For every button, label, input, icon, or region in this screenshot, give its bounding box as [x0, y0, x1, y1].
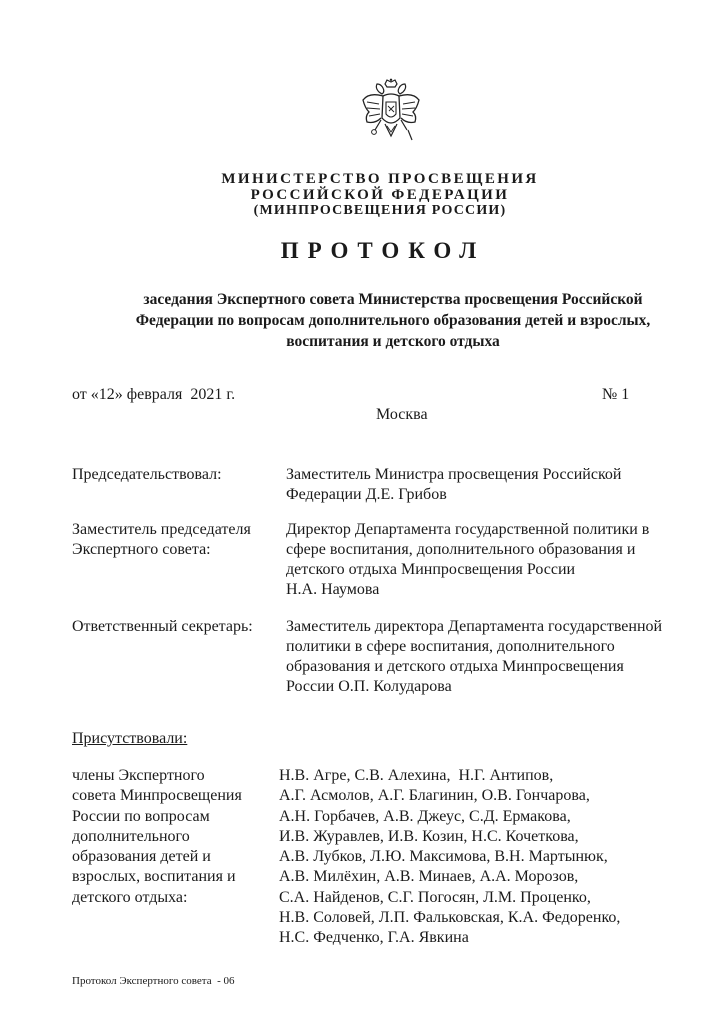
members-label — [72, 766, 254, 908]
member-names-line: Н.В. Агре, С.В. Алехина, Н.Г. Антипов, — [279, 767, 554, 784]
document-subject — [80, 289, 706, 352]
document-date — [72, 386, 235, 404]
members-label-line: образования детей и — [72, 848, 211, 866]
members-label-line: члены Экспертного — [72, 767, 205, 784]
members-label-line: детского отдыха: — [72, 888, 188, 906]
coat-of-arms-icon — [359, 78, 423, 150]
secretary-value-line: Заместитель директора Департамента государственной — [286, 618, 663, 635]
member-names-line: Н.С. Федченко, Г.А. Явкина — [279, 929, 469, 947]
ministry-short-name: (МИНПРОСВЕЩЕНИЯ РОССИИ) — [253, 203, 507, 218]
document-number: № 1 — [602, 386, 630, 403]
member-names-line: А.Г. Асмолов, А.Г. Благинин, О.В. Гончарова, — [279, 787, 590, 805]
secretary-value-line: политики в сфере воспитания, дополнительного — [286, 638, 615, 655]
member-names-line: И.В. Журавлев, И.В. Козин, Н.С. Кочеткова, — [279, 827, 579, 845]
members-label-line: России по вопросам — [72, 807, 210, 825]
deputy-label-line: Экспертного совета: — [72, 541, 211, 558]
member-names-line: А.В. Милёхин, А.В. Минаев, А.А. Морозов, — [279, 868, 579, 886]
date-text: от «12» февраля 2021 г. — [72, 386, 236, 403]
member-names-line: С.А. Найденов, С.Г. Погосян, Л.М. Проценко, — [279, 888, 591, 906]
secretary-value-line: образования и детского отдыха Минпросвещения — [286, 658, 624, 675]
chair-value-line: Федерации Д.Е. Грибов — [286, 486, 447, 503]
member-names-line: А.В. Лубков, Л.Ю. Максимова, В.Н. Мартынюк, — [279, 848, 608, 866]
secretary-label: Ответственный секретарь: — [72, 618, 253, 635]
deputy-chair-label — [72, 520, 251, 560]
chair-value — [286, 465, 696, 505]
member-names-line: А.Н. Горбачев, А.В. Джеус, С.Д. Ермакова, — [279, 807, 571, 825]
page-footer — [72, 975, 235, 987]
document-city: Москва — [376, 406, 428, 423]
members-label-line: дополнительного — [72, 827, 190, 845]
members-label-line: совета Минпросвещения — [72, 787, 242, 805]
subject-line: заседания Экспертного совета Министерства просвещения Российской — [143, 291, 643, 308]
member-names-line: Н.В. Соловей, Л.П. Фальковская, К.А. Федоренко, — [279, 909, 621, 927]
members-list — [279, 766, 679, 949]
document-type-title: ПРОТОКОЛ — [280, 238, 486, 263]
chair-value-line: Заместитель Министра просвещения Российской — [286, 466, 622, 483]
subject-line: воспитания и детского отдыха — [286, 333, 500, 350]
deputy-value-line: сфере воспитания, дополнительного образования и — [286, 541, 636, 558]
subject-line: Федерации по вопросам дополнительного образования детей и взрослых, — [135, 312, 651, 329]
deputy-chair-value — [286, 520, 696, 600]
deputy-value-line: детского отдыха Минпросвещения России — [286, 561, 576, 578]
present-heading: Присутствовали: — [72, 730, 188, 747]
secretary-value — [286, 617, 692, 697]
deputy-label-line: Заместитель председателя — [72, 521, 251, 538]
chair-label: Председательствовал: — [72, 466, 222, 483]
secretary-value-line: России О.П. Колударова — [286, 678, 452, 695]
deputy-value-line: Н.А. Наумова — [286, 581, 380, 598]
deputy-value-line: Директор Департамента государственной политики в — [286, 521, 650, 538]
ministry-name-line-2: РОССИЙСКОЙ ФЕДЕРАЦИИ — [250, 187, 510, 203]
footer-text: Протокол Экспертного совета - 06 — [72, 975, 235, 987]
members-label-line: взрослых, воспитания и — [72, 868, 236, 886]
ministry-name-line-1: МИНИСТЕРСТВО ПРОСВЕЩЕНИЯ — [221, 171, 539, 187]
